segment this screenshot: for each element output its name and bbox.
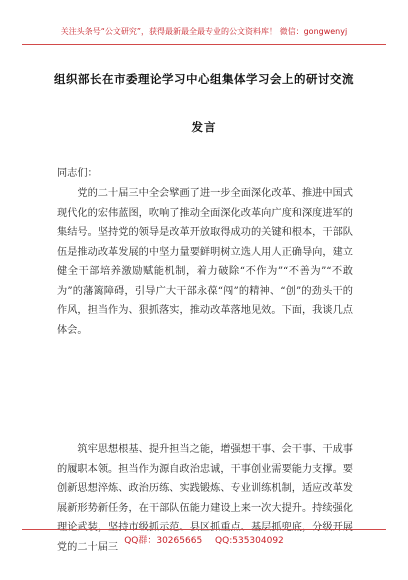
- document-title-continued: 发言: [191, 120, 217, 134]
- salutation: 同志们：: [57, 168, 98, 179]
- body-paragraph-1: 党的二十届三中全会擘画了进一步全面深化改革、推进中国式现代化的宏伟蓝图，吹响了推动全面深化改革向广度和深度进军的集结号。坚持党的领导是改革开放取得成功的关键和根本，干部队伍是推动改革发展的中坚力量要鲜明树立选人用人正确导向，建立健全干部培养激励赋能机制，着力破除“不作为”“不善为”“不敢为”的藩篱障碍，引导广大干部永葆“闯”的精神、“创”的劲头干的作风，担当作为、狠抓落实，推动改革落地见效。下面，我谈几点体会。: [57, 188, 353, 336]
- footer-qq: QQ:535304092: [215, 536, 284, 546]
- footer-divider: [22, 529, 386, 530]
- header-divider: [22, 44, 386, 45]
- header-promo-note: 关注头条号“公文研究”，获得最新最全最专业的公文资料库！ 微信：gongwenyj: [60, 27, 348, 36]
- footer-contact: [0, 533, 408, 546]
- footer-qq-group: QQ群：30265665: [124, 536, 203, 546]
- body-paragraph-2: 筑牢思想根基、提升担当之能，增强想干事、会干事、干成事的履职本领。担当作为源自政治忠诚，干事创业需要能力支撑。要创新思想淬炼、政治历练、实践锻炼、专业训练机制，适应改革发展新形势新任务，在干部队伍能力建设上来一次大提升。持续强化理论武装，坚持市级抓示范、县区抓重点、基层抓兜底，分级开展党的二十届三: [57, 444, 353, 553]
- document-title: 组织部长在市委理论学习中心组集体学习会上的研讨交流: [54, 72, 354, 86]
